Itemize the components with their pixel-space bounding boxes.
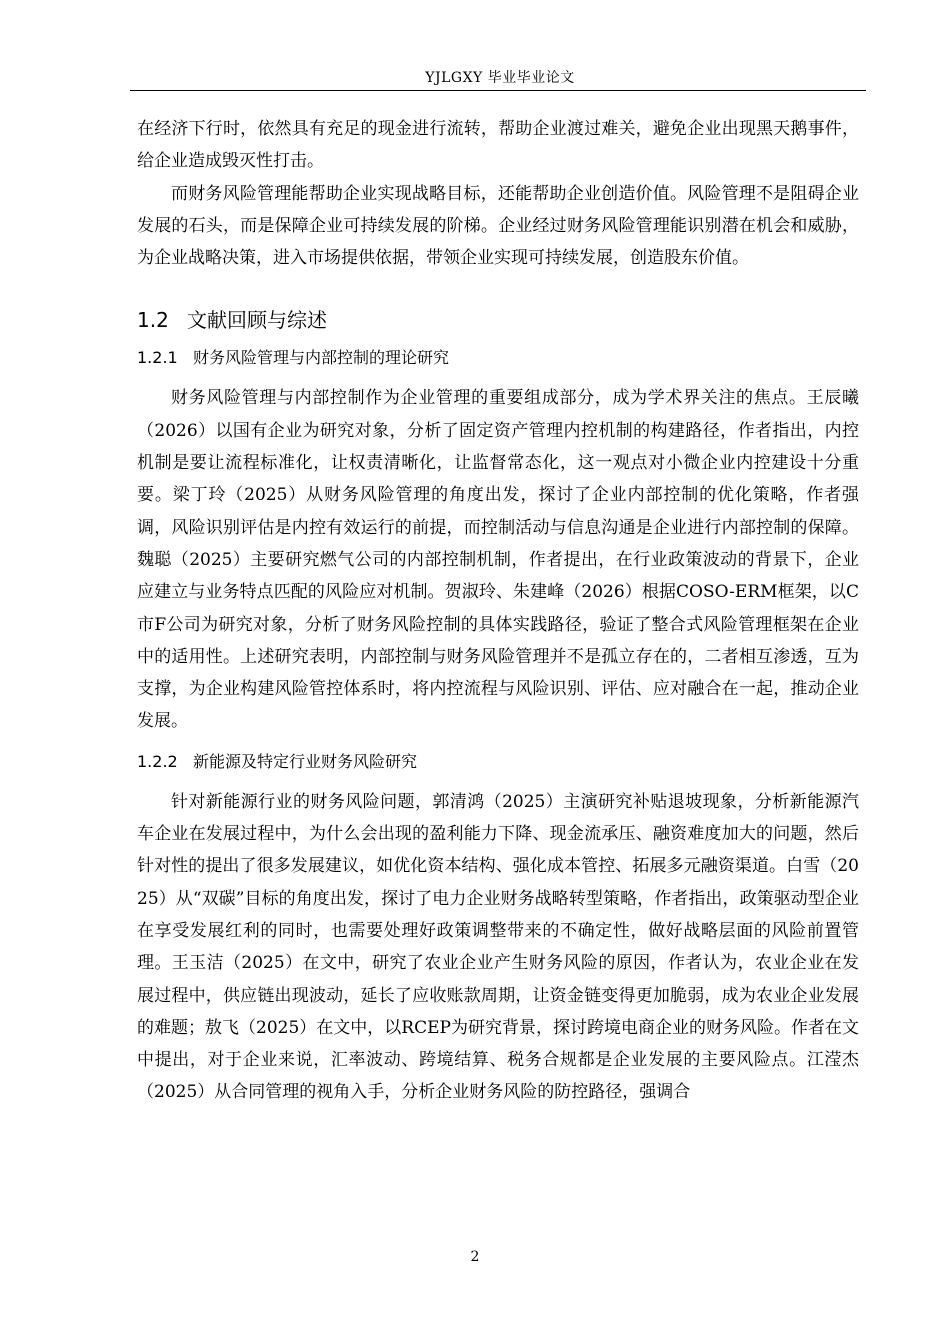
section-heading-1-2 xyxy=(137,304,859,336)
section-number: 1.2 xyxy=(137,308,169,333)
section-title: 文献回顾与综述 xyxy=(187,308,327,333)
running-header: YJLGXY 毕业毕业论文 xyxy=(425,70,575,86)
subsection-title: 财务风险管理与内部控制的理论研究 xyxy=(193,348,450,368)
paragraph-continuation: 在经济下行时，依然具有充足的现金进行流转，帮助企业渡过难关，避免企业出现黑天鹅事件，给企业造成毁灭性打击。 xyxy=(137,119,859,172)
subsection-title: 新能源及特定行业财务风险研究 xyxy=(193,751,418,771)
body-text xyxy=(137,113,859,1109)
subsection-number: 1.2.2 xyxy=(137,751,178,771)
subsection-heading-1-2-2 xyxy=(137,746,859,778)
paragraph-new-energy-review: 针对新能源行业的财务风险问题，郭清鸿（2025）主演研究补贴退坡现象，分析新能源汽车企业在发展过程中，为什么会出现的盈利能力下降、现金流承压、融资难度加大的问题，然后针对性的提出了很多发展建议，如优化资本结构、强化成本管控、拓展多元融资渠道。白雪（2025）从“双碳”目标的角度出发，探讨了电力企业财务战略转型策略，作者指出，政策驱动型企业在享受发展红利的同时，也需要处理好政策调整带来的不确定性，做好战略层面的风险前置管理。王玉洁（2025）在文中，研究了农业企业产生财务风险的原因，作者认为，农业企业在发展过程中，供应链出现波动，延长了应收账款周期，让资金链变得更加脆弱，成为农业企业发展的难题；敖飞（2025）在文中，以RCEP为研究背景，探讨跨境电商企业的财务风险。作者在文中提出，对于企业来说，汇率波动、跨境结算、税务合规都是企业发展的主要风险点。江滢杰（2025）从合同管理的视角入手，分析企业财务风险的防控路径，强调合 xyxy=(137,791,859,1103)
page-number: 2 xyxy=(470,1249,480,1265)
header-divider xyxy=(130,90,866,91)
paragraph-risk-value: 而财务风险管理能帮助企业实现战略目标，还能帮助企业创造价值。风险管理不是阻碍企业发展的石头，而是保障企业可持续发展的阶梯。企业经过财务风险管理能识别潜在机会和威胁，为企业战略决策，进入市场提供依据，带领企业实现可持续发展，创造股东价值。 xyxy=(137,183,859,269)
subsection-heading-1-2-1 xyxy=(137,342,859,374)
subsection-number: 1.2.1 xyxy=(137,348,178,368)
paragraph-internal-control-review: 财务风险管理与内部控制作为企业管理的重要组成部分，成为学术界关注的焦点。王辰曦（2026）以国有企业为研究对象，分析了固定资产管理内控机制的构建路径，作者指出，内控机制是要让流程标准化，让权责清晰化，让监督常态化，这一观点对小微企业内控建设十分重要。梁丁玲（2025）从财务风险管理的角度出发，探讨了企业内部控制的优化策略，作者强调，风险识别评估是内控有效运行的前提，而控制活动与信息沟通是企业进行内部控制的保障。魏聪（2025）主要研究燃气公司的内部控制机制，作者提出，在行业政策波动的背景下，企业应建立与业务特点匹配的风险应对机制。贺淑玲、朱建峰（2026）根据COSO-ERM框架，以C市F公司为研究对象，分析了财务风险控制的具体实践路径，验证了整合式风险管理框架在企业中的适用性。上述研究表明，内部控制与财务风险管理并不是孤立存在的，二者相互渗透，互为支撑，为企业构建风险管控体系时，将内控流程与风险识别、评估、应对融合在一起，推动企业发展。 xyxy=(137,388,859,732)
